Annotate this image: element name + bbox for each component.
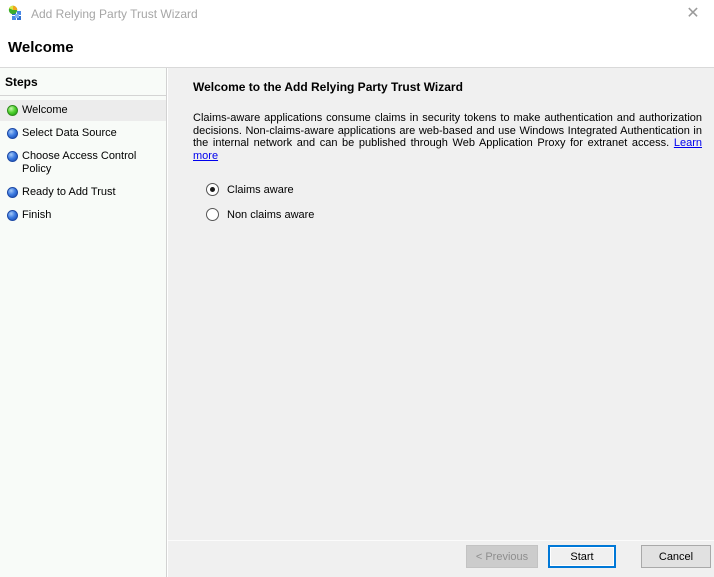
radio-button-icon[interactable] (206, 183, 219, 196)
step-label: Ready to Add Trust (22, 186, 116, 198)
step-item-finish (0, 205, 166, 226)
step-label: Choose Access Control Policy (22, 150, 137, 175)
radio-non-claims-aware[interactable] (206, 208, 314, 221)
step-item-ready-to-add-trust (0, 182, 166, 203)
radio-button-icon[interactable] (206, 208, 219, 221)
steps-sidebar (0, 68, 167, 577)
previous-button[interactable]: < Previous (466, 545, 538, 568)
step-bullet-icon (7, 187, 18, 198)
steps-header: Steps (5, 75, 38, 89)
wizard-content-pane (168, 68, 714, 577)
cancel-button[interactable]: Cancel (641, 545, 711, 568)
step-label: Finish (22, 209, 52, 221)
page-title: Welcome (8, 39, 74, 56)
description-text (193, 112, 702, 162)
radio-label: Non claims aware (227, 208, 315, 221)
step-bullet-icon (7, 151, 18, 162)
adfs-app-icon (7, 5, 25, 23)
radio-label: Claims aware (227, 183, 294, 196)
step-item-select-data-source (0, 123, 166, 144)
steps-list (0, 100, 166, 226)
steps-divider (0, 95, 166, 96)
learn-more-link[interactable]: Learn more (193, 137, 702, 162)
window-title: Add Relying Party Trust Wizard (31, 7, 198, 21)
step-item-welcome (0, 100, 166, 121)
step-label: Select Data Source (22, 127, 117, 139)
radio-claims-aware[interactable] (206, 183, 294, 196)
start-button[interactable]: Start (548, 545, 616, 568)
close-icon[interactable]: ✕ (686, 5, 700, 22)
step-bullet-active-icon (7, 105, 18, 116)
step-bullet-icon (7, 128, 18, 139)
content-heading: Welcome to the Add Relying Party Trust Wizard (193, 80, 463, 94)
title-bar (0, 0, 714, 28)
step-bullet-icon (7, 210, 18, 221)
step-item-choose-access-control-policy (0, 146, 166, 180)
description-body: Claims-aware applications consume claims in security tokens to make authentication and authorization decisions. Non-claims-aware applications are web-based and use Windows Integrated Authentication in the internal network and can be published through Web Application Proxy for extranet access. (193, 112, 702, 149)
step-label: Welcome (22, 104, 68, 116)
footer-divider (168, 540, 714, 541)
